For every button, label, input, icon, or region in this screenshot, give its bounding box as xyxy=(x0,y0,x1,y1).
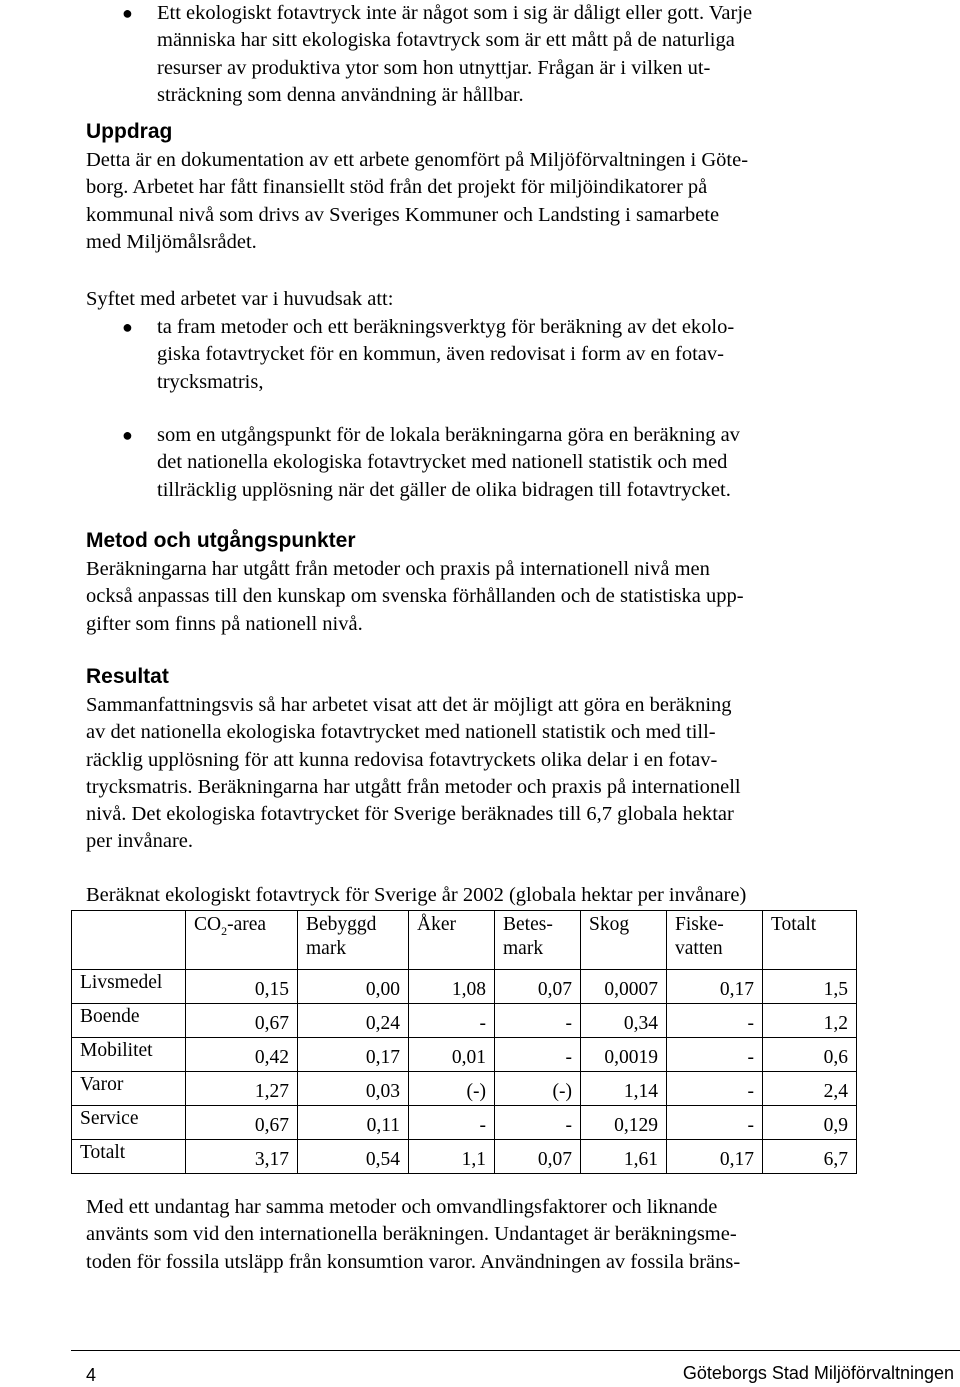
table-cell: 0,0019 xyxy=(581,1038,667,1072)
table-cell: (-) xyxy=(495,1072,581,1106)
row-label: Varor xyxy=(72,1072,186,1106)
row-label: Boende xyxy=(72,1004,186,1038)
text-line: trycksmatris. Beräkningarna har utgått från metoder och praxis på internationell xyxy=(86,775,741,798)
table-cell: 0,07 xyxy=(495,1140,581,1174)
table-cell: - xyxy=(409,1106,495,1140)
table-cell: 0,42 xyxy=(186,1038,298,1072)
table-cell: 0,00 xyxy=(298,970,409,1004)
table-header-cell: Skog xyxy=(581,911,667,970)
footer-organization: Göteborgs Stad Miljöförvaltningen xyxy=(682,1363,954,1383)
table-cell: 0,15 xyxy=(186,970,298,1004)
table-cell: - xyxy=(667,1106,763,1140)
table-header-cell: Totalt xyxy=(763,911,857,970)
table-caption: Beräknat ekologiskt fotavtryck för Sverige år 2002 (globala hektar per invånare) xyxy=(86,884,747,906)
table-cell: 1,08 xyxy=(409,970,495,1004)
table-cell: 0,129 xyxy=(581,1106,667,1140)
table-header-row xyxy=(72,911,857,970)
text-line: gifter som finns på nationell nivå. xyxy=(86,612,363,635)
table-cell: 0,6 xyxy=(763,1038,857,1072)
footprint-table xyxy=(71,910,857,1174)
table-cell: 6,7 xyxy=(763,1140,857,1174)
table-cell: - xyxy=(667,1072,763,1106)
table-cell: 0,03 xyxy=(298,1072,409,1106)
table-cell: 1,27 xyxy=(186,1072,298,1106)
table-cell: 0,17 xyxy=(667,970,763,1004)
intro-bullet-text xyxy=(157,0,857,109)
text-line: Ett ekologiskt fotavtryck inte är något som i sig är dåligt eller gott. Varje xyxy=(157,2,753,24)
text-line: också anpassas till den kunskap om svenska förhållanden och de statistiska upp- xyxy=(86,585,744,608)
table-cell: - xyxy=(495,1038,581,1072)
table-cell: 1,5 xyxy=(763,970,857,1004)
table-cell: 1,1 xyxy=(409,1140,495,1174)
text-line: tillräcklig upplösning när det gäller de olika bidragen till fotavtrycket. xyxy=(157,478,731,501)
table-cell: 0,24 xyxy=(298,1004,409,1038)
text-line: använts som vid den internationella beräkningen. Undantaget är beräkningsme- xyxy=(86,1223,737,1246)
text-line: Sammanfattningsvis så har arbetet visat att det är möjligt att göra en beräkning xyxy=(86,694,732,716)
text-line: människa har sitt ekologiska fotavtryck som är ett mått på de naturliga xyxy=(157,29,735,52)
resultat-paragraph xyxy=(86,692,866,856)
table-cell: 0,67 xyxy=(186,1106,298,1140)
text-line: av det nationella ekologiska fotavtrycket med nationell statistik och med till- xyxy=(86,721,716,744)
table-header-cell xyxy=(72,911,186,970)
text-line: giska fotavtrycket för en kommun, även redovisat i form av en fotav- xyxy=(157,343,724,366)
uppdrag-paragraph xyxy=(86,147,866,256)
table-cell: - xyxy=(667,1038,763,1072)
text-line: sträckning som denna användning är hållbar. xyxy=(157,83,524,106)
section-heading-metod: Metod och utgångspunkter xyxy=(86,529,356,552)
section-heading-resultat: Resultat xyxy=(86,665,169,688)
text-line: resurser av produktiva ytor som hon utnyttjar. Frågan är i vilken ut- xyxy=(157,56,711,79)
table-row xyxy=(72,1004,857,1038)
table-cell: 0,17 xyxy=(298,1038,409,1072)
text-line: kommunal nivå som drivs av Sveriges Kommuner och Landsting i samarbete xyxy=(86,203,720,226)
table-header-cell: Bebyggd mark xyxy=(298,911,409,970)
table-cell: 0,9 xyxy=(763,1106,857,1140)
table-cell: 1,61 xyxy=(581,1140,667,1174)
row-label: Livsmedel xyxy=(72,970,186,1004)
bullet-icon: ● xyxy=(122,3,133,23)
table-cell: 3,17 xyxy=(186,1140,298,1174)
table-row xyxy=(72,1106,857,1140)
text-line: med Miljömålsrådet. xyxy=(86,230,257,253)
table-row xyxy=(72,1038,857,1072)
table-cell: - xyxy=(495,1004,581,1038)
table-cell: (-) xyxy=(409,1072,495,1106)
table-header-cell: Åker xyxy=(409,911,495,970)
table-cell: - xyxy=(495,1106,581,1140)
text-line: räcklig upplösning för att kunna redovisa fotavtryckets olika delar i en fotav- xyxy=(86,748,718,771)
table-cell: 0,17 xyxy=(667,1140,763,1174)
table-cell: 0,34 xyxy=(581,1004,667,1038)
table-header-cell: $CO_2$-area xyxy=(186,911,298,970)
table-cell: - xyxy=(409,1004,495,1038)
text-line: per invånare. xyxy=(86,830,193,853)
purpose-bullet-2 xyxy=(157,422,857,504)
text-line: ta fram metoder och ett beräkningsverktyg för beräkning av det ekolo- xyxy=(157,316,735,338)
bullet-icon: ● xyxy=(122,317,133,337)
table-row xyxy=(72,1140,857,1174)
section-heading-uppdrag: Uppdrag xyxy=(86,120,173,143)
text-line: borg. Arbetet har fått finansiellt stöd från det projekt för miljöindikatorer på xyxy=(86,176,708,199)
purpose-bullet-1 xyxy=(157,314,857,396)
table-header-cell: Betes- mark xyxy=(495,911,581,970)
table-header-cell: Fiske- vatten xyxy=(667,911,763,970)
closing-paragraph xyxy=(86,1194,866,1276)
table-cell: - xyxy=(667,1004,763,1038)
table-cell: 0,11 xyxy=(298,1106,409,1140)
table-row xyxy=(72,1072,857,1106)
table-cell: 0,0007 xyxy=(581,970,667,1004)
text-line: trycksmatris, xyxy=(157,370,264,393)
row-label: Totalt xyxy=(72,1140,186,1174)
text-line: Med ett undantag har samma metoder och omvandlingsfaktorer och liknande xyxy=(86,1196,718,1218)
metod-paragraph xyxy=(86,556,866,638)
table-cell: 0,07 xyxy=(495,970,581,1004)
table-cell: 0,54 xyxy=(298,1140,409,1174)
table-row xyxy=(72,970,857,1004)
purpose-intro: Syftet med arbetet var i huvudsak att: xyxy=(86,288,394,310)
text-line: Detta är en dokumentation av ett arbete genomfört på Miljöförvaltningen i Göte- xyxy=(86,149,749,171)
table-cell: 0,01 xyxy=(409,1038,495,1072)
page-number: 4 xyxy=(86,1365,97,1385)
table-cell: 1,14 xyxy=(581,1072,667,1106)
text-line: Beräkningarna har utgått från metoder och praxis på internationell nivå men xyxy=(86,558,710,580)
text-line: nivå. Det ekologiska fotavtrycket för Sverige beräknades till 6,7 globala hektar xyxy=(86,803,734,826)
text-line: det nationella ekologiska fotavtrycket med nationell statistik och med xyxy=(157,451,728,474)
row-label: Service xyxy=(72,1106,186,1140)
text-line: som en utgångspunkt för de lokala beräkningarna göra en beräkning av xyxy=(157,424,740,446)
table-cell: 1,2 xyxy=(763,1004,857,1038)
table-cell: 0,67 xyxy=(186,1004,298,1038)
text-line: toden för fossila utsläpp från konsumtion varor. Användningen av fossila bräns- xyxy=(86,1250,741,1273)
bullet-icon: ● xyxy=(122,425,133,445)
row-label: Mobilitet xyxy=(72,1038,186,1072)
table-cell: 2,4 xyxy=(763,1072,857,1106)
footer-divider xyxy=(71,1350,960,1351)
